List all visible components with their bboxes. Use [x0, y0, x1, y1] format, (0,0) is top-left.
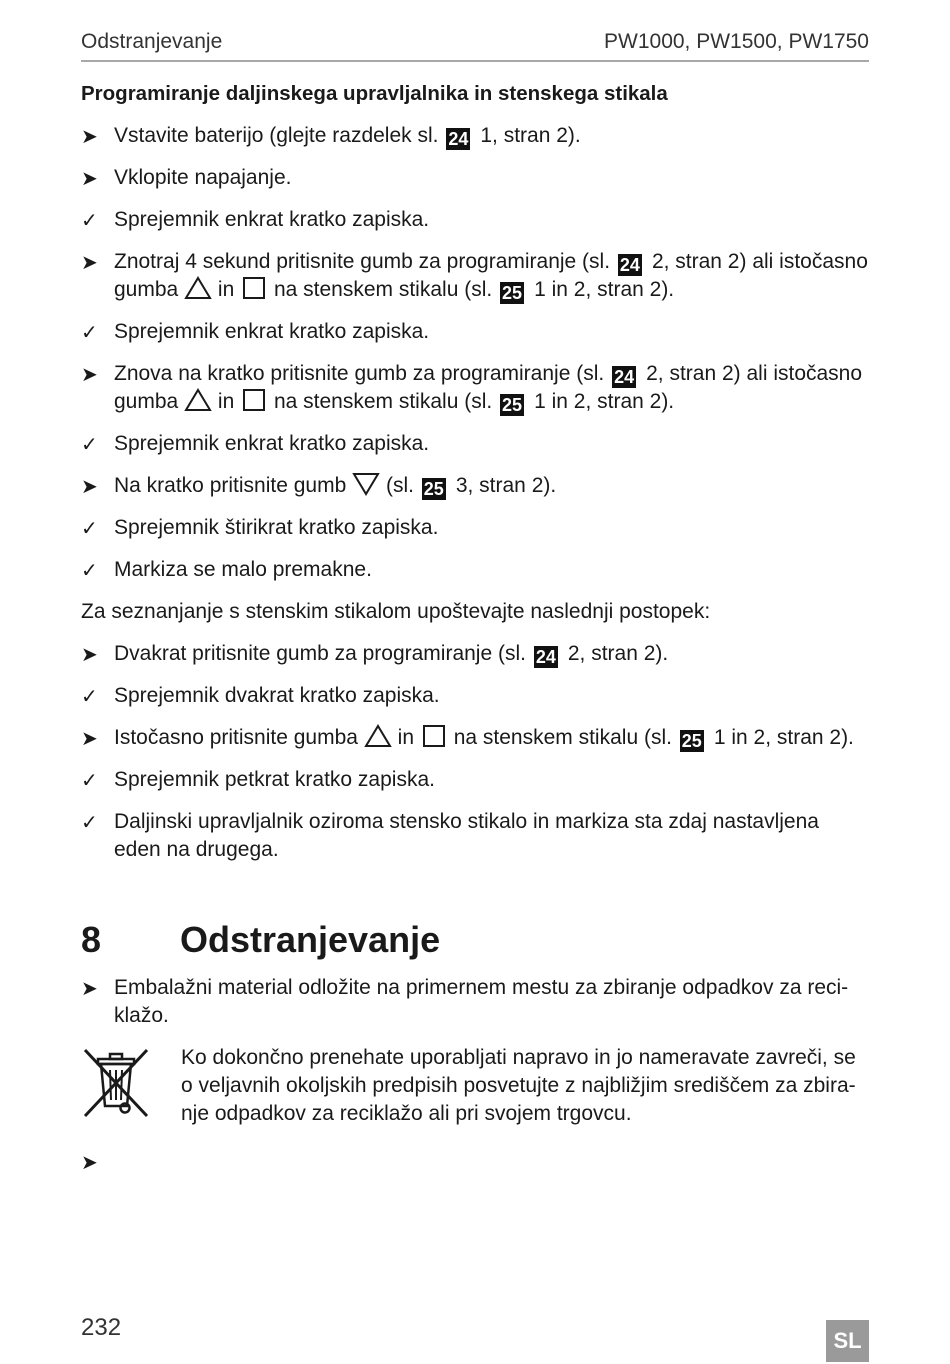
result-step [81, 556, 869, 584]
square-icon [240, 388, 268, 412]
step-text: Vstavite baterijo (glejte razdelek sl. [114, 124, 439, 147]
check-icon: ✓ [81, 684, 98, 708]
header-model-names: PW1000, PW1500, PW1750 [604, 30, 869, 53]
step-text: in [217, 390, 235, 413]
check-icon: ✓ [81, 208, 98, 232]
check-icon: ✓ [81, 320, 98, 344]
section-number: 8 [81, 919, 102, 960]
figure-ref: 25 [423, 479, 444, 499]
square-icon [420, 724, 448, 748]
step-text: na stenskem stikalu (sl. [273, 390, 493, 413]
result-step [81, 808, 869, 864]
action-step [81, 360, 869, 416]
check-icon: ✓ [81, 516, 98, 540]
action-step [81, 974, 869, 1030]
step-text: Znova na kratko pritisnite gumb za programiranje (sl. [114, 362, 605, 385]
square-icon [240, 276, 268, 300]
action-step [81, 248, 869, 304]
action-step [81, 122, 869, 150]
figure-ref: 24 [448, 129, 469, 149]
step-text: in [397, 726, 415, 749]
result-text: Sprejemnik dvakrat kratko zapiska. [114, 684, 440, 707]
step-text: Na kratko pritisnite gumb [114, 474, 347, 497]
action-step [81, 724, 869, 752]
step-text: na stenskem stikalu (sl. [273, 278, 493, 301]
result-text: Sprejemnik petkrat kratko zapiska. [114, 768, 435, 791]
arrow-icon: ➤ [81, 642, 98, 666]
result-text: Sprejemnik enkrat kratko zapiska. [114, 432, 430, 455]
result-step [81, 766, 869, 794]
result-step [81, 514, 869, 542]
page-content [81, 80, 869, 1174]
step-text: Vklopite napajanje. [114, 166, 292, 189]
step-text: in [217, 278, 235, 301]
arrow-icon: ➤ [81, 362, 98, 386]
step-text: (sl. [385, 474, 414, 497]
triangle-up-icon [184, 276, 212, 300]
weee-text: Ko dokončno prenehate uporabljati napravo in jo nameravate zavreči, se o veljavnih okoljskih predpisih posvetujte z najbližjim središčem za zbira-nje odpadkov za reciklažo ali pri svojem trgovcu. [181, 1046, 856, 1125]
check-icon: ✓ [81, 558, 98, 582]
figure-ref: 24 [619, 255, 640, 275]
step-text: 3, stran 2). [455, 474, 557, 497]
step-text: 1 in 2, stran 2). [713, 726, 854, 749]
arrow-icon: ➤ [81, 166, 98, 190]
crossed-out-wheelie-bin-icon [81, 1046, 151, 1118]
triangle-up-icon [184, 388, 212, 412]
result-text: Daljinski upravljalnik oziroma stensko stikalo in markiza sta zdaj nastavljena eden na drugega. [114, 810, 819, 861]
step-text: Istočasno pritisnite gumba [114, 726, 358, 749]
step-text: 2, stran 2). [567, 642, 669, 665]
step-text: 2, stran 2) ali istočasno gumba [114, 250, 868, 301]
arrow-icon: ➤ [81, 1150, 98, 1174]
result-step [81, 206, 869, 234]
arrow-icon: ➤ [81, 250, 98, 274]
figure-ref: 25 [502, 283, 523, 303]
pairing-intro: Za seznanjanje s stenskim stikalom upoštevajte naslednji postopek: [81, 600, 711, 623]
result-text: Markiza se malo premakne. [114, 558, 372, 581]
weee-notice [81, 1044, 869, 1134]
result-step [81, 318, 869, 346]
triangle-down-icon [352, 472, 380, 496]
step-text: Znotraj 4 sekund pritisnite gumb za programiranje (sl. [114, 250, 611, 273]
result-step [81, 682, 869, 710]
figure-ref: 24 [614, 367, 635, 387]
arrow-icon: ➤ [81, 474, 98, 498]
action-step [81, 164, 869, 192]
check-icon: ✓ [81, 768, 98, 792]
step-text: 1 in 2, stran 2). [534, 278, 675, 301]
action-step [81, 640, 869, 668]
arrow-icon: ➤ [81, 124, 98, 148]
check-icon: ✓ [81, 432, 98, 456]
result-step [81, 430, 869, 458]
arrow-icon: ➤ [81, 976, 98, 1000]
result-text: Sprejemnik štirikrat kratko zapiska. [114, 516, 439, 539]
step-text: na stenskem stikalu (sl. [453, 726, 672, 749]
step-text: 1 in 2, stran 2). [534, 390, 675, 413]
page-number: 232 [81, 1314, 122, 1341]
arrow-icon: ➤ [81, 726, 98, 750]
result-text: Sprejemnik enkrat kratko zapiska. [114, 208, 430, 231]
triangle-up-icon [364, 724, 392, 748]
check-icon: ✓ [81, 810, 98, 834]
language-badge: SL [826, 1320, 869, 1362]
header-chapter-title: Odstranjevanje [81, 30, 223, 53]
section-title: Odstranjevanje [180, 919, 441, 960]
subheading: Programiranje daljinskega upravljalnika in stenskega stikala [81, 82, 668, 105]
result-text: Sprejemnik enkrat kratko zapiska. [114, 320, 430, 343]
step-text: 2, stran 2) ali istočasno gumba [114, 362, 863, 413]
section-heading [81, 918, 869, 962]
step-text: 1, stran 2). [480, 124, 581, 147]
action-step [81, 472, 869, 500]
figure-ref: 25 [681, 731, 702, 751]
step-text: Embalažni material odložite na primernem mestu za zbiranje odpadkov za reci-klažo. [114, 976, 849, 1027]
step-text: Dvakrat pritisnite gumb za programiranje (sl. [114, 642, 526, 665]
page-header [81, 28, 869, 62]
figure-ref: 25 [502, 395, 523, 415]
figure-ref: 24 [535, 647, 556, 667]
